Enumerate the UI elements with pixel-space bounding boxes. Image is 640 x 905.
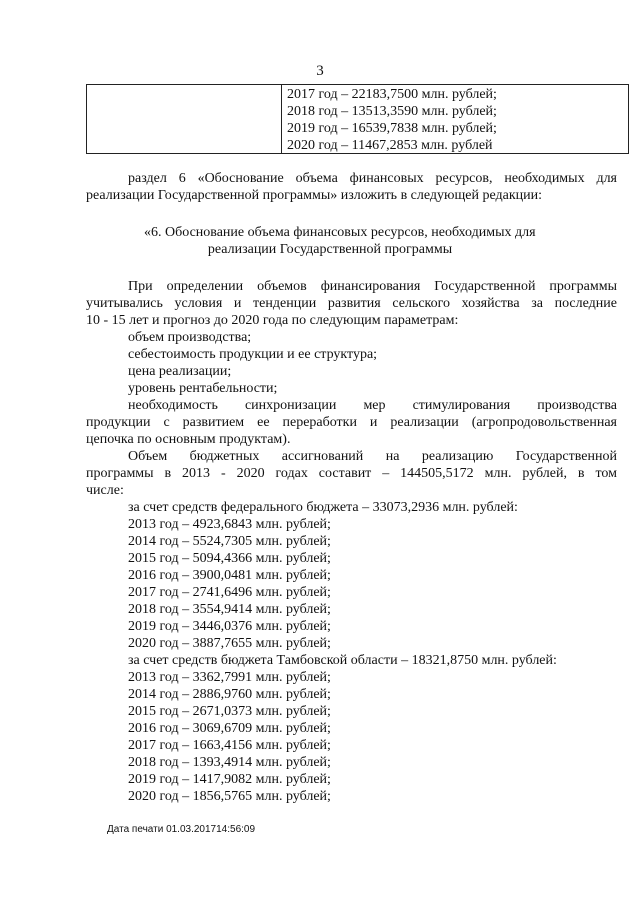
- intro-line-1: раздел 6 «Обоснование объема финансовых ресурсов, необходимых для: [128, 171, 617, 186]
- regional-year-item: 2015 год – 2671,0373 млн. рублей;: [128, 704, 331, 719]
- para3-line-1: Объем бюджетных ассигнований на реализацию Государственной: [128, 449, 617, 464]
- regional-heading: за счет средств бюджета Тамбовской области – 18321,8750 млн. рублей:: [128, 653, 557, 668]
- page-number: 3: [316, 63, 324, 79]
- regional-year-item: 2013 год – 3362,7991 млн. рублей;: [128, 670, 331, 685]
- federal-year-item: 2018 год – 3554,9414 млн. рублей;: [128, 602, 331, 617]
- table-row: 2019 год – 16539,7838 млн. рублей;: [287, 121, 497, 136]
- param-item: объем производства;: [128, 330, 252, 345]
- para3-line-2: программы в 2013 - 2020 годах составит – 144505,5172 млн. рублей, в том: [86, 466, 617, 481]
- print-date-footer: Дата печати 01.03.201714:56:09: [107, 824, 256, 835]
- para1-line-3: 10 - 15 лет и прогноз до 2020 года по следующим параметрам:: [86, 313, 459, 328]
- federal-year-item: 2020 год – 3887,7655 млн. рублей;: [128, 636, 331, 651]
- federal-year-item: 2016 год – 3900,0481 млн. рублей;: [128, 568, 331, 583]
- regional-year-item: 2018 год – 1393,4914 млн. рублей;: [128, 755, 331, 770]
- funding-table: [86, 84, 629, 154]
- section-title-line-2: реализации Государственной программы: [207, 242, 453, 257]
- para3-line-3: числе:: [86, 483, 124, 498]
- federal-year-item: 2015 год – 5094,4366 млн. рублей;: [128, 551, 331, 566]
- table-row: 2020 год – 11467,2853 млн. рублей: [287, 138, 493, 153]
- para2-line-1: необходимость синхронизации мер стимулирования производства: [128, 398, 617, 413]
- federal-year-item: 2014 год – 5524,7305 млн. рублей;: [128, 534, 331, 549]
- table-row: 2017 год – 22183,7500 млн. рублей;: [287, 87, 497, 102]
- table-divider: [281, 85, 282, 153]
- param-item: цена реализации;: [128, 364, 232, 379]
- section-title-line-1: «6. Обоснование объема финансовых ресурсов, необходимых для: [144, 225, 536, 240]
- federal-year-item: 2017 год – 2741,6496 млн. рублей;: [128, 585, 331, 600]
- regional-year-item: 2020 год – 1856,5765 млн. рублей;: [128, 789, 331, 804]
- regional-year-item: 2014 год – 2886,9760 млн. рублей;: [128, 687, 331, 702]
- param-item: себестоимость продукции и ее структура;: [128, 347, 378, 362]
- para2-line-2: продукции с развитием ее переработки и реализации (агропродовольственная: [86, 415, 617, 430]
- regional-year-item: 2019 год – 1417,9082 млн. рублей;: [128, 772, 331, 787]
- param-item: уровень рентабельности;: [128, 381, 278, 396]
- para1-line-1: При определении объемов финансирования Государственной программы: [128, 279, 617, 294]
- federal-year-item: 2019 год – 3446,0376 млн. рублей;: [128, 619, 331, 634]
- federal-heading: за счет средств федерального бюджета – 33073,2936 млн. рублей:: [128, 500, 518, 515]
- regional-year-item: 2017 год – 1663,4156 млн. рублей;: [128, 738, 331, 753]
- intro-line-2: реализации Государственной программы» изложить в следующей редакции:: [86, 188, 543, 203]
- para1-line-2: учитывались условия и тенденции развития сельского хозяйства за последние: [86, 296, 617, 311]
- para2-line-3: цепочка по основным продуктам).: [86, 432, 291, 447]
- regional-year-item: 2016 год – 3069,6709 млн. рублей;: [128, 721, 331, 736]
- table-row: 2018 год – 13513,3590 млн. рублей;: [287, 104, 497, 119]
- federal-year-item: 2013 год – 4923,6843 млн. рублей;: [128, 517, 331, 532]
